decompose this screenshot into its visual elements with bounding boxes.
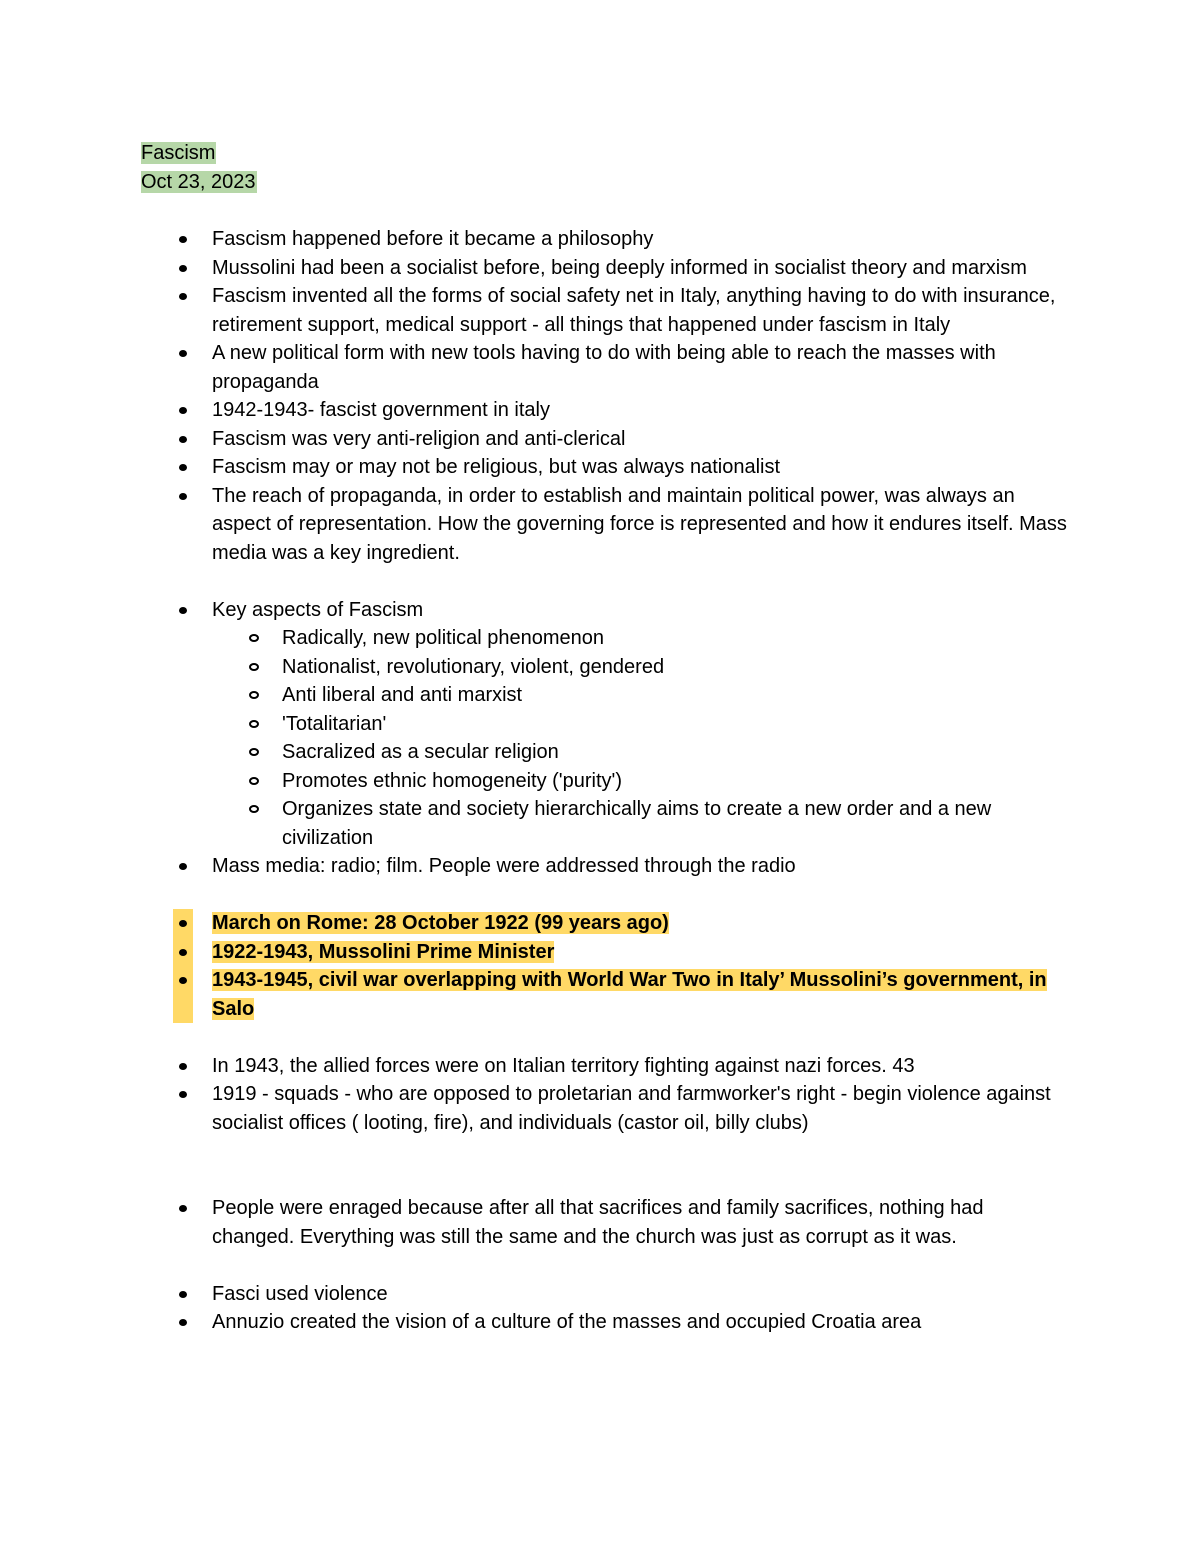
sub-list-item: Sacralized as a secular religion [141, 738, 1071, 767]
highlighted-text: 1943-1945, civil war overlapping with World War Two in Italy’ Mussolini’s government, in Salo [212, 969, 1047, 1020]
highlighted-list-item [141, 938, 1071, 967]
sub-list-item: Anti liberal and anti marxist [141, 681, 1071, 710]
list-item: Mussolini had been a socialist before, being deeply informed in socialist theory and marxism [141, 254, 1071, 283]
list-item: Annuzio created the vision of a culture of the masses and occupied Croatia area [141, 1308, 1071, 1337]
bullet-list-history [141, 1052, 1071, 1138]
list-item: In 1943, the allied forces were on Italian territory fighting against nazi forces. 43 [141, 1052, 1071, 1081]
sub-list-item: Organizes state and society hierarchically aims to create a new order and a new civilization [141, 795, 1071, 852]
sub-list-item: Promotes ethnic homogeneity ('purity') [141, 767, 1071, 796]
list-item: Fascism invented all the forms of social safety net in Italy, anything having to do with insurance, retirement support, medical support - all things that happened under fascism in Italy [141, 282, 1071, 339]
sub-list-item: Radically, new political phenomenon [141, 624, 1071, 653]
list-item: Mass media: radio; film. People were addressed through the radio [141, 852, 1071, 881]
bullet-list-violence [141, 1280, 1071, 1337]
list-item: Fascism may or may not be religious, but was always nationalist [141, 453, 1071, 482]
list-item: A new political form with new tools having to do with being able to reach the masses with propaganda [141, 339, 1071, 396]
page-date: Oct 23, 2023 [141, 171, 256, 193]
highlighted-text: March on Rome: 28 October 1922 (99 years ago) [212, 912, 669, 934]
bullet-list-key-aspects [141, 596, 1071, 881]
list-item: 1942-1943- fascist government in italy [141, 396, 1071, 425]
sub-list-item: 'Totalitarian' [141, 710, 1071, 739]
highlighted-list-item [141, 966, 1071, 1023]
key-aspects-heading: Key aspects of Fascism [141, 596, 1071, 625]
page-title: Fascism [141, 142, 216, 164]
highlighted-text: 1922-1943, Mussolini Prime Minister [212, 940, 555, 963]
list-item: People were enraged because after all that sacrifices and family sacrifices, nothing had changed. Everything was still the same and the church was just as corrupt as it was. [141, 1194, 1071, 1251]
sub-list-item: Nationalist, revolutionary, violent, gendered [141, 653, 1071, 682]
list-item: Fasci used violence [141, 1280, 1071, 1309]
list-item: The reach of propaganda, in order to establish and maintain political power, was always an aspect of representation. How the governing force is represented and how it endures itself. Mass media was a key ingredient. [141, 482, 1071, 568]
list-item: Fascism was very anti-religion and anti-clerical [141, 425, 1071, 454]
bullet-list-key-dates [141, 909, 1071, 1023]
highlighted-list-item [141, 909, 1071, 938]
list-item: Fascism happened before it became a philosophy [141, 225, 1071, 254]
date-line [141, 168, 1071, 197]
bullet-list-intro [141, 225, 1071, 567]
bullet-list-people [141, 1194, 1071, 1251]
title-line [141, 139, 1071, 168]
list-item: 1919 - squads - who are opposed to proletarian and farmworker's right - begin violence against socialist offices ( looting, fire), and individuals (castor oil, billy clubs) [141, 1080, 1071, 1137]
document-page [141, 139, 1071, 1337]
